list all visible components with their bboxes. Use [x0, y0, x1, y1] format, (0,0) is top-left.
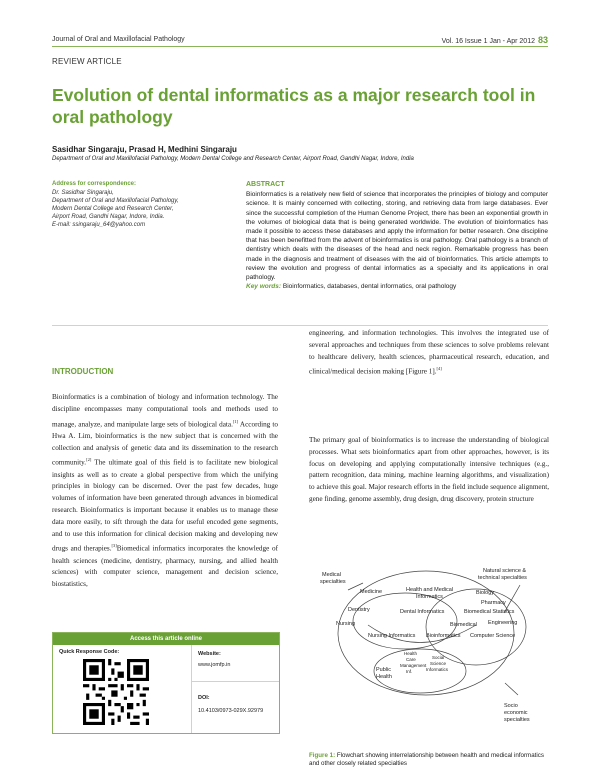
text-run: Bioinformatics is a combination of biology and information technology. The discipline encompasses many computational tools and methods used to manage, analyze, and manipulate large sets of biological data.: [52, 393, 278, 428]
label-biomedical: Biomedical: [450, 622, 477, 628]
intro-paragraph-1: [52, 392, 278, 591]
label-biology: Biology: [476, 590, 495, 596]
label-dentistry: Dentistry: [348, 607, 370, 613]
correspondence-line: Department of Oral and Maxillofacial Pathology,: [52, 198, 179, 204]
flowchart-diagram: [308, 555, 548, 750]
abstract-heading: ABSTRACT: [246, 181, 285, 188]
figure-caption: [309, 752, 549, 768]
website-link[interactable]: www.jomfp.in: [198, 662, 231, 668]
article-title: Evolution of dental informatics as a major research tool in oral pathology: [52, 85, 536, 127]
keywords: Bioinformatics, databases, dental informatics, oral pathology: [282, 283, 457, 291]
label-specialties: specialties: [320, 579, 346, 585]
keywords-label: Key words:: [246, 283, 282, 291]
correspondence-block: [52, 180, 232, 229]
access-heading: Access this article online: [53, 633, 279, 645]
label-management: Management: [400, 663, 427, 668]
header-rule: [52, 46, 548, 47]
figure-1: [308, 555, 548, 780]
label-socio-specialties: specialties: [504, 717, 530, 723]
label-science: Science: [430, 661, 447, 666]
text-run: The ultimate goal of this field is to facilitate new biological insights as well as to create a global perspective from which the unifying principles in biology can be discerned. Over the past few decades, huge volumes of information have been generated through advances in biomedical research. Bioinformatics is important because it enables us to manage these data more easily, to sift through the data for useful encoded gene segments, and to use this information for clinical decision making and developing new drugs and therapies.: [52, 458, 278, 553]
citation[interactable]: [4]: [436, 366, 442, 372]
affiliation: Department of Oral and Maxillofacial Pathology, Modern Dental College and Research Center, Airport Road, Gandhi Nagar, Indore, India: [52, 156, 414, 162]
label-medical: Medical: [322, 572, 341, 578]
label-computer-science: Computer Science: [470, 633, 516, 639]
correspondence-heading: Address for correspondence:: [52, 181, 137, 187]
label-health-med: Health and Medical: [406, 587, 454, 593]
qr-label: Quick Response Code:: [59, 649, 120, 655]
correspondence-email[interactable]: E-mail: ssingaraju_64@yahoo.com: [52, 222, 146, 228]
label-informatics: Informatics: [416, 594, 443, 600]
label-social-informatics: Informatics: [426, 667, 449, 672]
page-number: 83: [537, 35, 548, 45]
introduction-heading: INTRODUCTION: [52, 367, 114, 376]
correspondence-line: Dr. Sasidhar Singaraju,: [52, 190, 114, 196]
figure-label: Figure 1:: [309, 752, 336, 759]
abstract-block: [246, 180, 548, 291]
correspondence-line: Airport Road, Gandhi Nagar, Indore, India.: [52, 214, 165, 220]
qr-code-icon[interactable]: [83, 659, 149, 725]
doi-label: DOI:: [198, 695, 210, 701]
website-label: Website:: [198, 651, 221, 657]
label-health: Health: [376, 674, 392, 680]
figure-caption-text: Flowchart showing interrelationship between health and medical informatics and other closely related specialties: [309, 752, 544, 767]
text-run: According to Hwa A. Lim, bioinformatics is the new subject that is concerned with the collection and analysis of genetic data and its dissemination to the research community.: [52, 419, 279, 467]
label-engineering: Engineering: [488, 620, 518, 626]
abstract-text: Bioinformatics is a relatively new field of science that incorporates the principles of biology and computer science. It is mainly concerned with collecting, storing, and retrieving data from large databases. Ever since the successful completion of the Human Genome Project, there has been an exponential growth in the volumes of biological data that is being generated worldwide. The evolution of bioinformatics has made it possible to access these databases and apply the information for better research. One discipline that has been benefitted from the advent of bioinformatics is oral pathology. Oral pathology is a branch of dentistry which deals with the diseases of the head and neck region. Remarkable progress has been made in the diagnosis and treatment of diseases with the aid of bioinformatics. This article attempts to review the evolution and progress of dental informatics as a specialty and its applications in oral pathology.: [246, 191, 548, 282]
label-health-care: Health: [404, 651, 418, 656]
access-divider: [191, 681, 279, 682]
label-nursing-informatics: Nursing Informatics: [368, 633, 416, 639]
label-inf: Inf.: [406, 669, 413, 674]
label-social: Social: [432, 655, 445, 660]
label-technical: technical specialties: [478, 575, 527, 581]
section-divider: [52, 325, 548, 326]
text-run: engineering, and information technologies. This involves the integrated use of several approaches and techniques from these sciences to solve problems relevant to healthcare delivery, health sciences, pharmaceutical research, education, and clinical/medical decision making [Figure 1].: [309, 329, 549, 376]
access-divider: [191, 645, 192, 733]
label-biomedical-statistics: Biomedical Statistics: [464, 609, 515, 615]
article-type: REVIEW ARTICLE: [52, 57, 122, 66]
correspondence-line: Modern Dental College and Research Center,: [52, 206, 174, 212]
doi-link[interactable]: 10.4103/0973-029X.92979: [198, 708, 264, 714]
label-public: Public: [376, 667, 391, 673]
label-pharmacy: Pharmacy: [481, 600, 506, 606]
issue-text: Vol. 16 Issue 1 Jan - Apr 2012: [441, 38, 535, 45]
journal-name: Journal of Oral and Maxillofacial Pathology: [52, 36, 185, 43]
label-economic: economic: [504, 710, 528, 716]
intro-paragraph-1-cont: [309, 328, 549, 379]
citation[interactable]: [2]: [86, 457, 92, 463]
access-box: [52, 632, 280, 734]
citation[interactable]: [3]: [111, 543, 117, 549]
issue-info: [442, 35, 548, 45]
label-socio: Socio: [504, 703, 518, 709]
label-natural-science: Natural science &: [483, 568, 527, 574]
authors: Sasidhar Singaraju, Prasad H, Medhini Singaraju: [52, 145, 237, 154]
intro-paragraph-2: The primary goal of bioinformatics is to increase the understanding of biological processes. What sets bioinformatics apart from other approaches, however, is its focus on developing and applying computationally intensive techniques (e.g., pattern recognition, data mining, machine learning algorithms, and visualization) to achieve this goal. Major research efforts in the field include sequence alignment, gene finding, genome assembly, drug design, drug discovery, protein structure: [309, 436, 549, 503]
medical-ellipse: [353, 593, 457, 649]
label-care: Care: [406, 657, 416, 662]
text-run: Biomedical informatics incorporates the knowledge of health sciences (medicine, dentistry, pharmacy, nursing, and allied health sciences) with computer science, management and decision science, biostatistics,: [52, 544, 278, 589]
label-bioinformatics: Bioinformatics: [426, 633, 461, 639]
label-dental-informatics: Dental Informatics: [400, 609, 445, 615]
label-nursing: Nursing: [336, 621, 355, 627]
citation[interactable]: [1]: [232, 418, 239, 424]
label-medicine: Medicine: [360, 589, 383, 595]
